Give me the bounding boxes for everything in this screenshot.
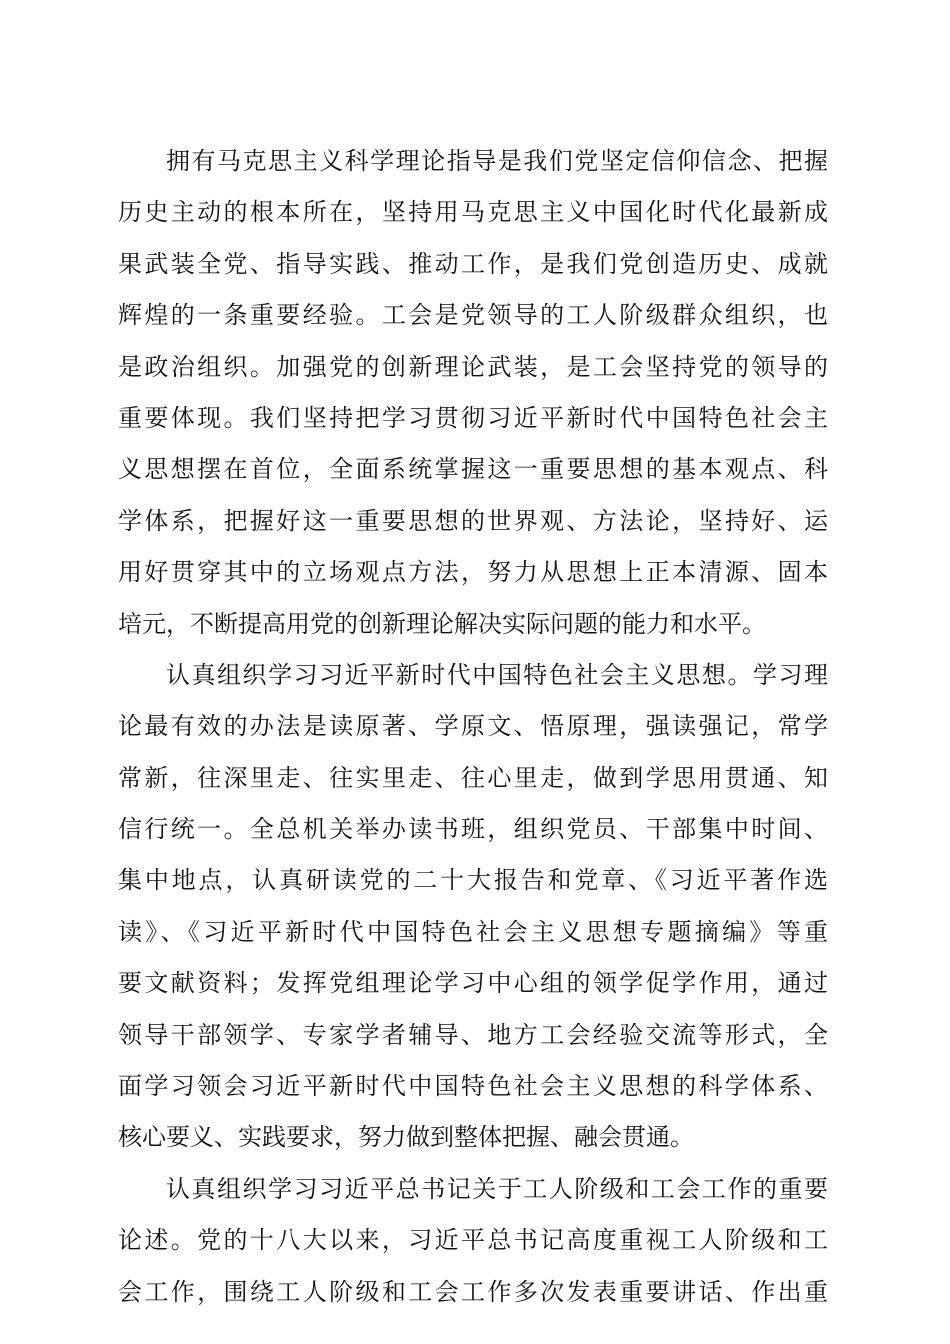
paragraph-2 (118, 650, 828, 1164)
paragraph-line: 常新，往深里走、往实里走、往心里走，做到学思用贯通、知 (118, 763, 828, 792)
paragraph-3 (118, 1164, 828, 1318)
paragraph-line: 读》、《习近平新时代中国特色社会主义思想专题摘编》等重 (118, 917, 828, 946)
paragraph-line: 学体系，把握好这一重要思想的世界观、方法论，坚持好、运 (118, 506, 828, 535)
paragraph-line: 面学习领会习近平新时代中国特色社会主义思想的科学体系、 (118, 1072, 828, 1101)
paragraph-line: 历史主动的根本所在，坚持用马克思主义中国化时代化最新成 (118, 198, 828, 227)
paragraph-line: 会工作，围绕工人阶级和工会工作多次发表重要讲话、作出重 (118, 1277, 828, 1306)
paragraph-line: 果武装全党、指导实践、推动工作，是我们党创造历史、成就 (118, 249, 828, 278)
document-body (118, 136, 828, 1318)
paragraph-1 (118, 136, 828, 650)
paragraph-line: 拥有马克思主义科学理论指导是我们党坚定信仰信念、把握 (166, 147, 828, 175)
paragraph-line: 认真组织学习习近平总书记关于工人阶级和工会工作的重要 (166, 1174, 828, 1203)
paragraph-line: 培元，不断提高用党的创新理论解决实际问题的能力和水平。 (118, 609, 766, 638)
paragraph-line: 集中地点，认真研读党的二十大报告和党章、《习近平著作选 (118, 866, 828, 895)
paragraph-line: 用好贯穿其中的立场观点方法，努力从思想上正本清源、固本 (118, 558, 828, 587)
paragraph-line: 是政治组织。加强党的创新理论武装，是工会坚持党的领导的 (118, 352, 828, 381)
paragraph-line: 论述。党的十八大以来，习近平总书记高度重视工人阶级和工 (118, 1226, 828, 1255)
paragraph-line: 核心要义、实践要求，努力做到整体把握、融会贯通。 (118, 1123, 694, 1152)
paragraph-line: 义思想摆在首位，全面系统掌握这一重要思想的基本观点、科 (118, 455, 828, 484)
paragraph-line: 要文献资料；发挥党组理论学习中心组的领学促学作用，通过 (118, 969, 828, 998)
paragraph-line: 重要体现。我们坚持把学习贯彻习近平新时代中国特色社会主 (118, 403, 828, 432)
paragraph-line: 信行统一。全总机关举办读书班，组织党员、干部集中时间、 (118, 815, 828, 844)
paragraph-line: 认真组织学习习近平新时代中国特色社会主义思想。学习理 (166, 660, 828, 689)
paragraph-line: 论最有效的办法是读原著、学原文、悟原理，强读强记，常学 (118, 712, 828, 741)
paragraph-line: 领导干部领学、专家学者辅导、地方工会经验交流等形式，全 (118, 1020, 828, 1049)
paragraph-line: 辉煌的一条重要经验。工会是党领导的工人阶级群众组织，也 (118, 301, 828, 330)
